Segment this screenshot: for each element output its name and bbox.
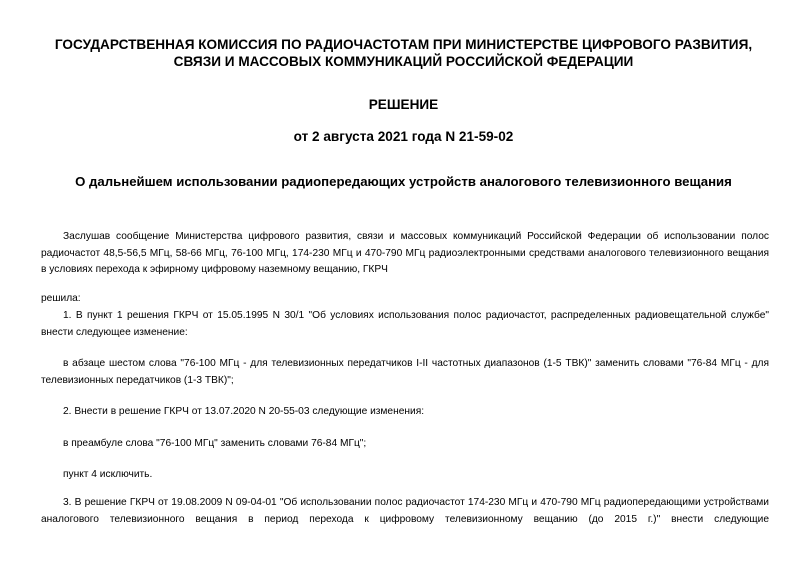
item-2-change-1-paragraph: в преамбуле слова "76-100 МГц" заменить словами 76-84 МГц"; — [63, 438, 367, 449]
item-1-change-paragraph: в абзаце шестом слова "76-100 МГц - для телевизионных передатчиков I-II частотных диапазонов (1-5 ТВК)" заменить словами "76-84 МГц - для телевизионных передатчиков (1-3 ТВК)"; — [41, 358, 769, 386]
issuer-heading-line-2: СВЯЗИ И МАССОВЫХ КОММУНИКАЦИЙ РОССИЙСКОЙ ФЕДЕРАЦИИ — [173, 54, 634, 69]
decision-date-number: от 2 августа 2021 года N 21-59-02 — [293, 129, 514, 144]
decision-subject: О дальнейшем использовании радиопередающих устройств аналогового телевизионного вещания — [75, 174, 732, 189]
item-1-paragraph: 1. В пункт 1 решения ГКРЧ от 15.05.1995 N 30/1 "Об условиях использования полос радиочастот, распределенных радиовещательной службе" внести следующее изменение: — [41, 310, 769, 338]
item-2-change-2-paragraph: пункт 4 исключить. — [63, 469, 153, 480]
issuer-heading-line-1: ГОСУДАРСТВЕННАЯ КОМИССИЯ ПО РАДИОЧАСТОТАМ ПРИ МИНИСТЕРСТВЕ ЦИФРОВОГО РАЗВИТИЯ, — [54, 37, 753, 52]
item-3-paragraph: 3. В решение ГКРЧ от 19.08.2009 N 09-04-01 "Об использовании полос радиочастот 174-230 МГц и 470-790 МГц радиопередающими устройствами аналогового телевизионного вещания в период перехода к цифровому телевизионному вещанию (до 2015 г.)" внести следующие — [41, 497, 769, 525]
resolved-paragraph: решила: — [41, 293, 81, 304]
decision-label: РЕШЕНИЕ — [368, 97, 439, 112]
preamble-paragraph: Заслушав сообщение Министерства цифрового развития, связи и массовых коммуникаций Российской Федерации об использовании полос радиочастот 48,5-56,5 МГц, 58-66 МГц, 76-100 МГц, 174-230 МГц и 470-790 МГц радиоэлектронными средствами аналогового телевизионного вещания в условиях перехода к эфирному цифровому наземному вещанию, ГКРЧ — [41, 231, 769, 275]
item-2-paragraph: 2. Внести в решение ГКРЧ от 13.07.2020 N 20-55-03 следующие изменения: — [63, 406, 425, 417]
